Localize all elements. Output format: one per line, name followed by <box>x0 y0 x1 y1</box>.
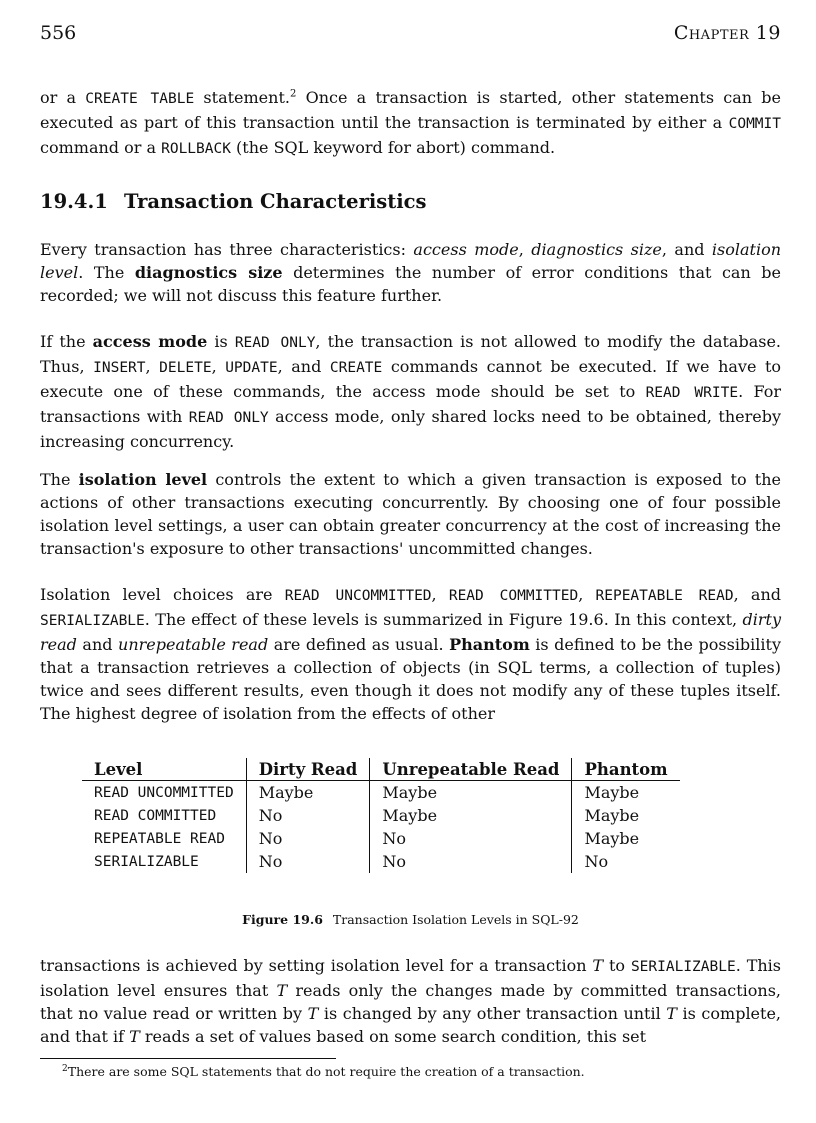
table-header-cell: Level <box>82 758 246 781</box>
text: is complete, and that if <box>40 1004 782 1046</box>
text: is changed by any other transaction until <box>318 1004 667 1023</box>
page-number: 556 <box>40 22 77 44</box>
text: Isolation level choices are <box>40 585 285 604</box>
figure-caption-text: Transaction Isolation Levels in SQL-92 <box>332 912 579 927</box>
table-cell: No <box>370 850 572 873</box>
text: commands cannot be executed. If we have to execute one of these commands, the access mode should be set to <box>40 357 782 401</box>
text: , the transaction is not allowed to modify the database. Thus, <box>40 332 781 376</box>
table-cell: Maybe <box>572 781 680 805</box>
text: . The <box>78 263 135 282</box>
paragraph-access-mode <box>40 330 781 453</box>
text: is <box>207 332 235 351</box>
page-header <box>40 22 781 46</box>
table-cell: REPEATABLE READ <box>94 830 225 847</box>
term-bold: isolation level <box>78 470 208 489</box>
text: is defined to be the possibility that a transaction retrieves a collection of objects (in SQL terms, a collection of tuples) twice and sees different results, even though it does not modify any of these tuples itself. The highest degree of isolation from the effects of other <box>40 635 781 723</box>
text: command or a <box>40 138 162 157</box>
code: UPDATE <box>225 360 278 376</box>
section-number: 19.4.1 <box>40 190 108 213</box>
code: COMMIT <box>728 116 781 132</box>
text: Once a transaction is started, other statements can be executed as part of this transaction until the transaction is terminated by either a <box>40 88 782 132</box>
footnote <box>62 1064 585 1079</box>
math-var: T <box>276 981 288 1000</box>
code: READ COMMITTED <box>448 588 579 604</box>
table-cell: No <box>572 850 680 873</box>
term-bold: access mode <box>92 332 208 351</box>
text: access mode, only shared locks need to be obtained, thereby increasing concurrency. <box>40 407 782 451</box>
term-bold: Phantom <box>449 635 530 654</box>
code: CREATE <box>329 360 383 376</box>
table-cell: READ COMMITTED <box>94 807 217 824</box>
code: SERIALIZABLE <box>40 613 145 629</box>
text: , and <box>733 585 782 604</box>
table-row <box>82 804 680 827</box>
table-header-cell: Dirty Read <box>246 758 370 781</box>
isolation-levels-table <box>82 758 680 873</box>
code: READ WRITE <box>645 385 739 401</box>
term: access mode <box>413 240 519 259</box>
table-header-cell: Unrepeatable Read <box>370 758 572 781</box>
table-cell: No <box>246 827 370 850</box>
code: READ ONLY <box>188 410 269 426</box>
footnote-rule <box>40 1058 336 1059</box>
term: isolation level <box>40 240 782 282</box>
text: , <box>518 240 532 259</box>
text: , <box>578 585 596 604</box>
text: are defined as usual. <box>268 635 450 654</box>
table-cell: Maybe <box>370 781 572 805</box>
text: , and <box>661 240 712 259</box>
paragraph-isolation-level <box>40 468 781 560</box>
figure-label: Figure 19.6 <box>242 912 323 927</box>
code: SERIALIZABLE <box>630 959 736 975</box>
intro-paragraph <box>40 86 781 161</box>
footnote-text: There are some SQL statements that do not require the creation of a transaction. <box>67 1064 585 1079</box>
text: , and <box>277 357 330 376</box>
code: ROLLBACK <box>161 141 231 157</box>
figure-caption <box>40 912 781 927</box>
text: statement. <box>194 88 290 107</box>
table-cell: No <box>246 804 370 827</box>
code: INSERT <box>93 360 146 376</box>
paragraph-characteristics <box>40 238 781 307</box>
text: . This isolation level ensures that <box>40 956 782 1000</box>
math-var: T <box>592 956 604 975</box>
table-row <box>82 781 680 805</box>
text: . For transactions with <box>40 382 781 426</box>
text: (the SQL keyword for abort) command. <box>230 138 556 157</box>
text: , <box>145 357 160 376</box>
table-header-cell: Phantom <box>572 758 680 781</box>
term-bold: diagnostics size <box>134 263 283 282</box>
text: determines the number of error conditions that can be recorded; we will not discuss this feature further. <box>40 263 782 305</box>
footnote-mark: 2 <box>289 88 297 100</box>
table-row <box>82 850 680 873</box>
text: , <box>431 585 449 604</box>
text: The <box>40 470 79 489</box>
text: transactions is achieved by setting isolation level for a transaction <box>40 956 593 975</box>
table-cell: No <box>370 827 572 850</box>
text: Every transaction has three characteristics: <box>40 240 414 259</box>
text: . The effect of these levels is summarized in Figure 19.6. In this context, <box>144 610 743 629</box>
code: CREATE TABLE <box>85 91 195 107</box>
table-cell: READ UNCOMMITTED <box>94 784 234 801</box>
table-cell: Maybe <box>246 781 370 805</box>
code: DELETE <box>159 360 212 376</box>
section-title: Transaction Characteristics <box>124 190 427 213</box>
text: or a <box>40 88 86 107</box>
code: READ ONLY <box>234 335 316 351</box>
table-cell: Maybe <box>572 804 680 827</box>
code: REPEATABLE READ <box>595 588 734 604</box>
table-cell: SERIALIZABLE <box>94 853 199 870</box>
table-cell: Maybe <box>370 804 572 827</box>
text: controls the extent to which a given transaction is exposed to the actions of other transactions executing concurrently. By choosing one of four possible isolation level settings, a user can obtain greater concurrency at the cost of increasing the transaction's exposure to other transactions' uncommitted changes. <box>40 470 782 558</box>
paragraph-serializable <box>40 954 781 1048</box>
term: diagnostics size <box>531 240 662 259</box>
paragraph-isolation-choices <box>40 583 781 725</box>
section-heading <box>40 190 427 213</box>
table-cell: Maybe <box>572 827 680 850</box>
table-row <box>82 827 680 850</box>
text: and <box>76 635 119 654</box>
text: to <box>603 956 631 975</box>
text: reads only the changes made by committed transactions, that no value read or written by <box>40 981 781 1023</box>
term: dirty read <box>40 610 781 654</box>
running-head: Chapter 19 <box>673 22 781 44</box>
table-header-row <box>82 758 680 781</box>
text: , <box>211 357 226 376</box>
table-cell: No <box>246 850 370 873</box>
footnote-mark: 2 <box>62 1063 68 1074</box>
math-var: T <box>666 1004 677 1023</box>
text: If the <box>40 332 93 351</box>
term: unrepeatable read <box>118 635 269 654</box>
code: READ UNCOMMITTED <box>284 588 432 604</box>
math-var: T <box>129 1027 140 1046</box>
math-var: T <box>307 1004 319 1023</box>
text: reads a set of values based on some search condition, this set <box>139 1027 647 1046</box>
